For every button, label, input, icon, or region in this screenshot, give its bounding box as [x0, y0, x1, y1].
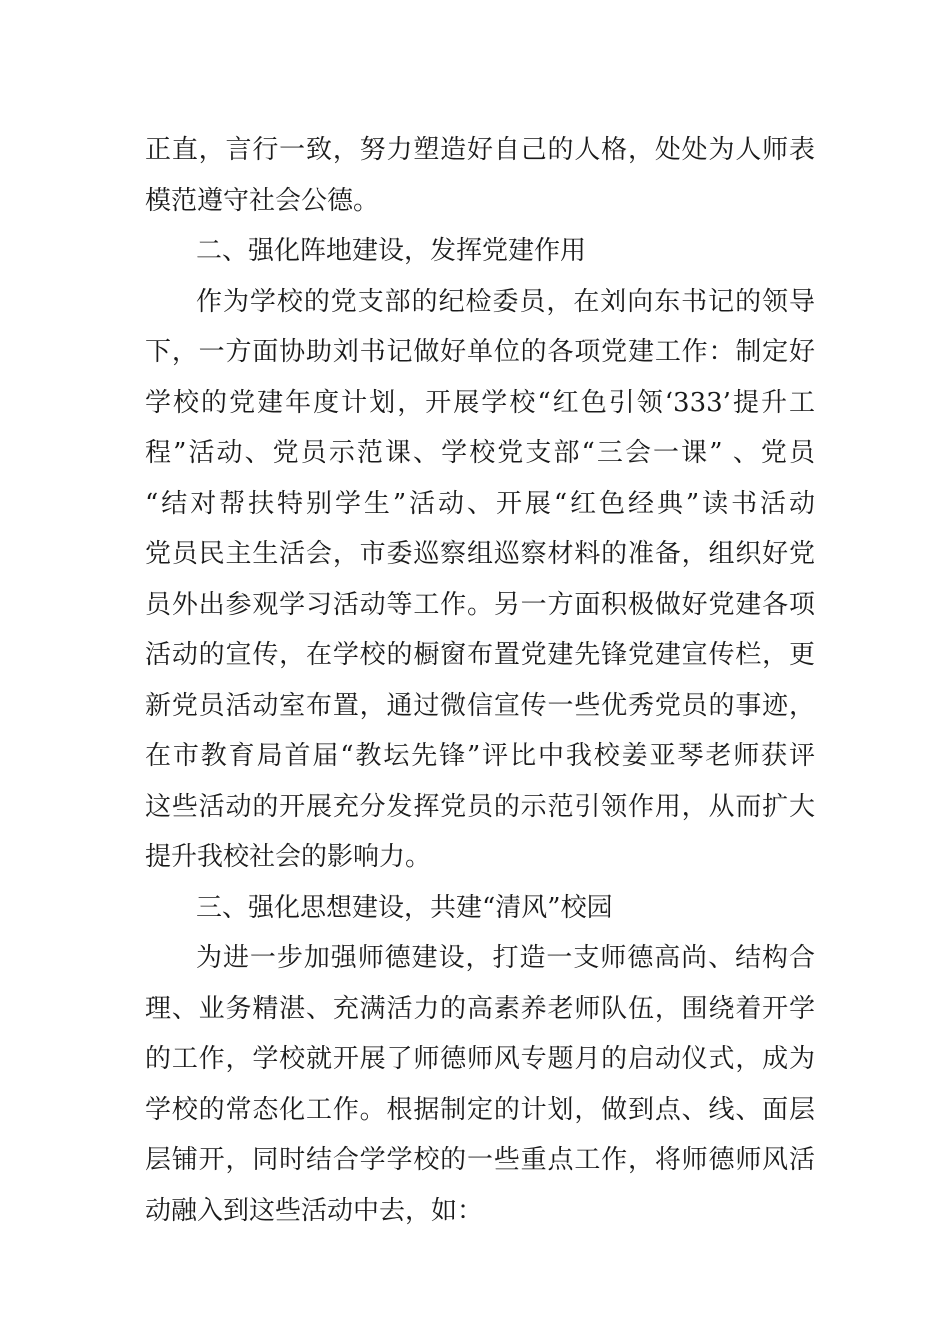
text-line-21: 层铺开，同时结合学学校的一些重点工作，将师德师风活	[145, 1145, 815, 1175]
text-line-10: 员外出参观学习活动等工作。另一方面积极做好党建各项	[145, 590, 815, 620]
text-line-2: 模范遵守社会公德。	[145, 186, 380, 216]
text-line-18: 理、业务精湛、充满活力的高素养老师队伍，围绕着开学	[145, 994, 815, 1024]
text-line-13: 在市教育局首届“教坛先锋”评比中我校姜亚琴老师获评	[145, 741, 815, 771]
text-line-19: 的工作，学校就开展了师德师风专题月的启动仪式，成为	[145, 1044, 815, 1074]
text-line-5: 下，一方面协助刘书记做好单位的各项党建工作：制定好	[145, 337, 815, 367]
section-heading-2: 二、强化阵地建设，发挥党建作用	[196, 236, 587, 266]
text-line-4: 作为学校的党支部的纪检委员，在刘向东书记的领导	[196, 287, 815, 317]
text-line-17: 为进一步加强师德建设，打造一支师德高尚、结构合	[196, 943, 815, 973]
text-line-9: 党员民主生活会，市委巡察组巡察材料的准备，组织好党	[145, 539, 815, 569]
text-line-20: 学校的常态化工作。根据制定的计划，做到点、线、面层	[145, 1095, 815, 1125]
text-line-11: 活动的宣传，在学校的橱窗布置党建先锋党建宣传栏，更	[145, 640, 815, 670]
text-line-15: 提升我校社会的影响力。	[145, 842, 432, 872]
text-line-1: 正直，言行一致，努力塑造好自己的人格，处处为人师表	[145, 135, 815, 165]
text-line-7: 程”活动、党员示范课、学校党支部“三会一课” 、党员	[145, 438, 815, 468]
text-line-6: 学校的党建年度计划，开展学校“红色引领‘333’提升工	[145, 388, 815, 418]
section-heading-3: 三、强化思想建设，共建“清风”校园	[196, 893, 613, 923]
text-line-12: 新党员活动室布置，通过微信宣传一些优秀党员的事迹，	[145, 691, 815, 721]
text-line-14: 这些活动的开展充分发挥党员的示范引领作用，从而扩大	[145, 792, 815, 822]
text-line-22: 动融入到这些活动中去，如：	[145, 1196, 484, 1226]
text-line-8: “结对帮扶特别学生”活动、开展“红色经典”读书活动	[145, 489, 815, 519]
